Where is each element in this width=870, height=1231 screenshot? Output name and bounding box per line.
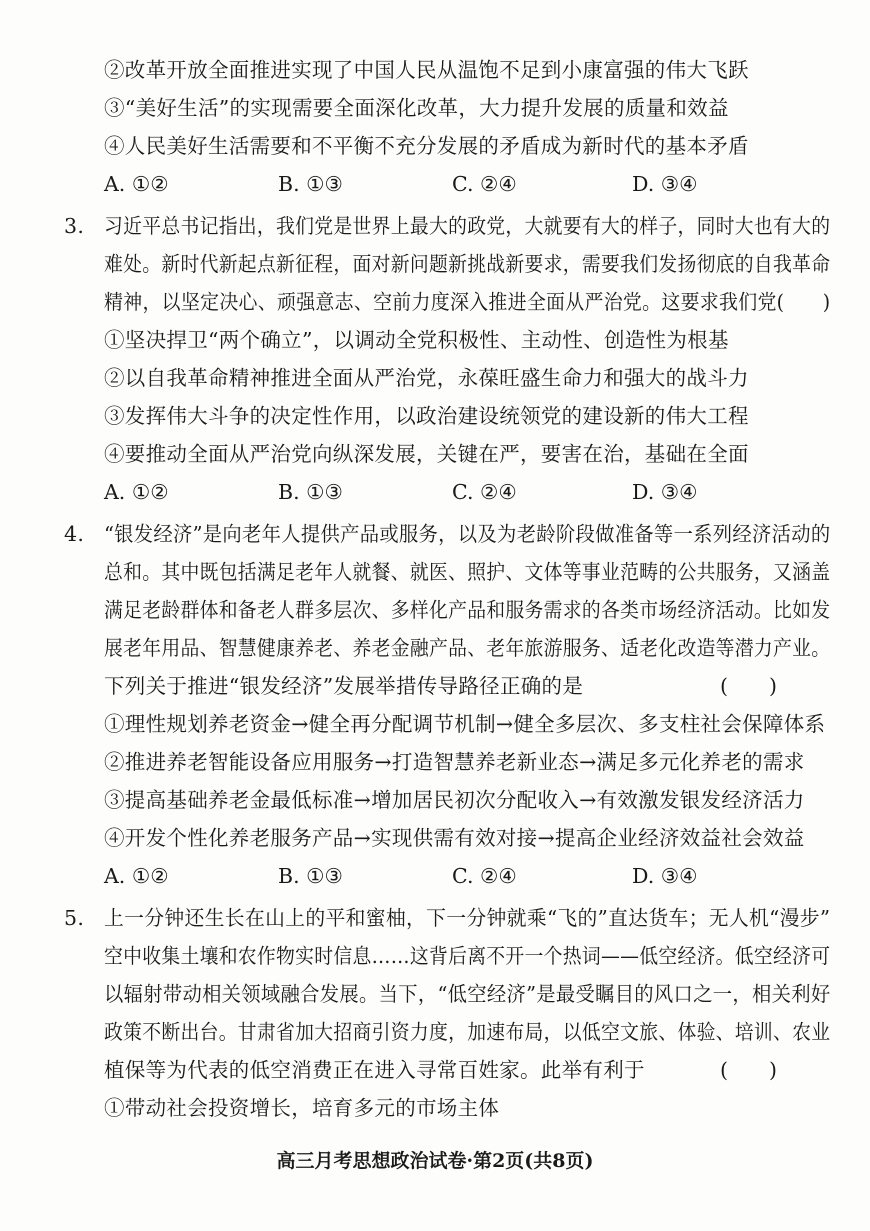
q4-option-2: ②推进养老智能设备应用服务→打造智慧养老新业态→满足多元化养老的需求	[104, 750, 805, 774]
q2-option-3: ③“美好生活”的实现需要全面深化改革，大力提升发展的质量和效益	[104, 96, 729, 120]
q3-option-4: ④要推动全面从严治党向纵深发展，关键在严，要害在治，基础在全面	[104, 442, 749, 466]
q4-line-3: 满足老龄群体和备老人群多层次、多样化产品和服务需求的各类市场经济活动。比如发	[104, 598, 831, 622]
q3-option-3: ③发挥伟大斗争的决定性作用，以政治建设统领党的建设新的伟大工程	[104, 404, 749, 428]
q5-line-3: 以辐射带动相关领域融合发展。当下，“低空经济”是最受瞩目的风口之一，相关利好	[104, 982, 831, 1006]
q4-option-3: ③提高基础养老金最低标准→增加居民初次分配收入→有效激发银发经济活力	[104, 788, 805, 812]
q4-option-1: ①理性规划养老资金→健全再分配调节机制→健全多层次、多支柱社会保障体系	[104, 712, 826, 736]
q4-option-4: ④开发个性化养老服务产品→实现供需有效对接→提高企业经济效益社会效益	[104, 826, 805, 850]
q3-line-3: 精神，以坚定决心、顽强意志、空前力度深入推进全面从严治党。这要求我们党( )	[104, 290, 831, 314]
q4-choice-d: D. ③④	[632, 864, 698, 888]
q4-choice-c: C. ②④	[452, 864, 517, 888]
q5-answer-paren: ( )	[720, 1058, 777, 1082]
q4-line-5: 下列关于推进“银发经济”发展举措传导路径正确的是	[104, 674, 584, 698]
q4-choice-b: B. ①③	[278, 864, 343, 888]
q4-line-4: 展老年用品、智慧健康养老、养老金融产品、老年旅游服务、适老化改造等潜力产业。	[104, 636, 831, 660]
q2-option-4: ④人民美好生活需要和不平衡不充分发展的矛盾成为新时代的基本矛盾	[104, 134, 749, 158]
q5-line-2: 空中收集土壤和农作物实时信息……这背后离不开一个热词——低空经济。低空经济可	[104, 944, 831, 968]
q3-choice-d: D. ③④	[632, 480, 698, 504]
q4-answer-paren: ( )	[720, 674, 777, 698]
q5-line-5: 植保等为代表的低空消费正在进入寻常百姓家。此举有利于	[104, 1058, 645, 1082]
q3-line-1: 习近平总书记指出，我们党是世界上最大的政党，大就要有大的样子，同时大也有大的	[104, 214, 831, 238]
q2-choice-b: B. ①③	[278, 172, 343, 196]
q2-choice-d: D. ③④	[632, 172, 698, 196]
page-footer: 高三月考思想政治试卷·第2页(共8页)	[276, 1150, 594, 1172]
q5-line-1: 上一分钟还生长在山上的平和蜜柚，下一分钟就乘“飞的”直达货车；无人机“漫步”	[104, 906, 831, 930]
q3-number: 3.	[64, 214, 85, 238]
q4-line-2: 总和。其中既包括满足老年人就餐、就医、照护、文体等事业范畴的公共服务，又涵盖	[104, 560, 831, 584]
q3-choice-b: B. ①③	[278, 480, 343, 504]
q5-line-4: 政策不断出台。甘肃省加大招商引资力度，加速布局，以低空文旅、体验、培训、农业	[104, 1020, 831, 1044]
q3-choice-c: C. ②④	[452, 480, 517, 504]
q4-number: 4.	[64, 522, 85, 546]
q3-line-2: 难处。新时代新起点新征程，面对新问题新挑战新要求，需要我们发扬彻底的自我革命	[104, 252, 831, 276]
q4-line-1: “银发经济”是向老年人提供产品或服务，以及为老龄阶段做准备等一系列经济活动的	[104, 522, 831, 546]
q2-choice-a: A. ①②	[104, 172, 169, 196]
q3-option-1: ①坚决捍卫“两个确立”，以调动全党积极性、主动性、创造性为根基	[104, 328, 729, 352]
q2-choice-c: C. ②④	[452, 172, 517, 196]
q2-option-2: ②改革开放全面推进实现了中国人民从温饱不足到小康富强的伟大飞跃	[104, 58, 749, 82]
q5-number: 5.	[64, 906, 85, 930]
q3-choice-a: A. ①②	[104, 480, 169, 504]
q4-choice-a: A. ①②	[104, 864, 169, 888]
q3-option-2: ②以自我革命精神推进全面从严治党，永葆旺盛生命力和强大的战斗力	[104, 366, 749, 390]
q5-option-1: ①带动社会投资增长，培育多元的市场主体	[104, 1096, 500, 1120]
